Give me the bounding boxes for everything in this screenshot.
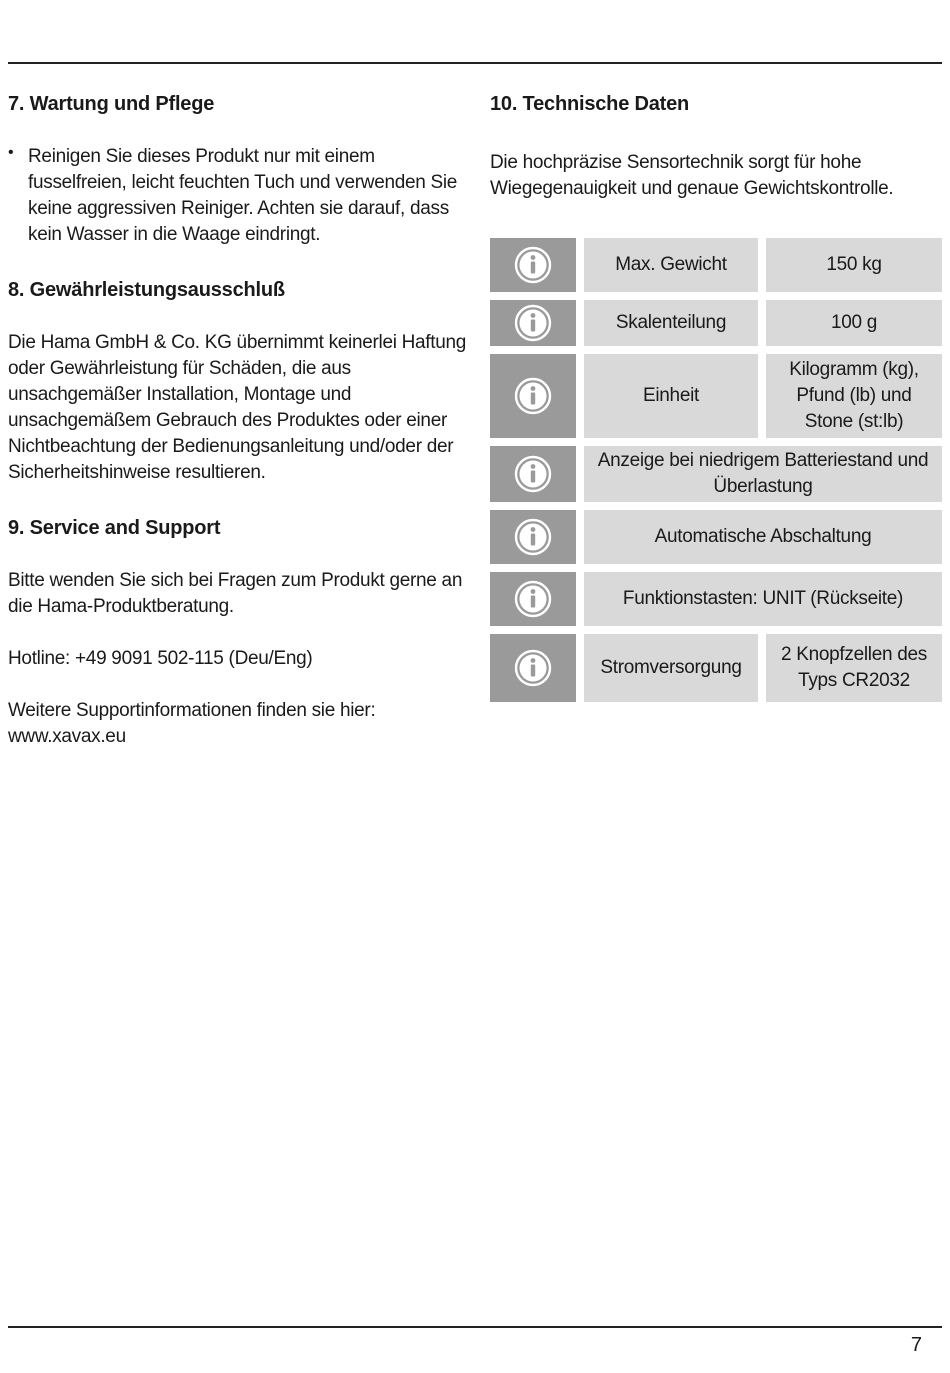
bullet-symbol: •: [8, 144, 14, 161]
info-icon: [513, 245, 553, 285]
section-8-title: 8. Gewährleistungsausschluß: [8, 279, 285, 301]
info-icon-cell: [490, 238, 576, 292]
section-7-title: 7. Wartung und Pflege: [8, 93, 215, 115]
spec-value: 150 kg: [766, 238, 942, 292]
info-icon-cell: [490, 572, 576, 626]
spec-value: Anzeige bei niedrigem Batteriestand und Überlastung: [584, 446, 942, 502]
spec-value: 100 g: [766, 300, 942, 346]
info-icon: [513, 648, 553, 688]
support-info-text: Weitere Supportinformationen finden sie hier:: [8, 700, 376, 721]
section-8-text: Die Hama GmbH & Co. KG übernimmt keinerlei Haftung oder Gewährleistung für Schäden, die aus unsachgemäßer Installation, Montage und unsachgemäßem Gebrauch des Produktes oder einer Nichtbeachtung der Bedienungsanleitung und/oder der Sicherheitshinweise resultieren.: [8, 332, 467, 483]
top-rule: [8, 62, 942, 64]
info-icon-cell: [490, 634, 576, 702]
table-row: [490, 510, 942, 564]
table-row: [490, 238, 942, 292]
table-row: [490, 446, 942, 502]
table-row: [490, 572, 942, 626]
table-row: [490, 354, 942, 438]
info-icon: [513, 376, 553, 416]
info-icon: [513, 517, 553, 557]
section-7-text: Reinigen Sie dieses Produkt nur mit einem fusselfreien, leicht feuchten Tuch und verwenden Sie keine aggressiven Reiniger. Achten sie darauf, dass kein Wasser in die Waage eindringt.: [28, 146, 458, 245]
info-icon: [513, 579, 553, 619]
section-9-text: Bitte wenden Sie sich bei Fragen zum Produkt gerne an die Hama-Produktberatung.: [8, 570, 463, 617]
section-10-title: 10. Technische Daten: [490, 93, 690, 115]
section-9-title: 9. Service and Support: [8, 517, 221, 539]
right-column: [490, 88, 942, 702]
table-row: [490, 300, 942, 346]
spec-value: Kilogramm (kg), Pfund (lb) und Stone (st:lb): [766, 354, 942, 438]
spec-value: 2 Knopfzellen des Typs CR2032: [766, 634, 942, 702]
spec-value: Funktionstasten: UNIT (Rückseite): [584, 572, 942, 626]
spec-label: Skalenteilung: [584, 300, 758, 346]
bottom-rule: [8, 1326, 942, 1328]
info-icon-cell: [490, 446, 576, 502]
left-column: [8, 88, 468, 750]
spec-label: Stromversorgung: [584, 634, 758, 702]
spec-value: Automatische Abschaltung: [584, 510, 942, 564]
info-icon-cell: [490, 354, 576, 438]
hotline-text: Hotline: +49 9091 502-115 (Deu/Eng): [8, 648, 313, 669]
support-url[interactable]: www.xavax.eu: [8, 726, 126, 747]
table-row: [490, 634, 942, 702]
info-icon-cell: [490, 300, 576, 346]
spec-label: Max. Gewicht: [584, 238, 758, 292]
list-item: [8, 144, 468, 248]
spec-table: [490, 238, 942, 702]
info-icon-cell: [490, 510, 576, 564]
section-10-intro: Die hochpräzise Sensortechnik sorgt für hohe Wiegegenauigkeit und genaue Gewichtskontrolle.: [490, 152, 894, 199]
info-icon: [513, 303, 553, 343]
spec-label: Einheit: [584, 354, 758, 438]
info-icon: [513, 454, 553, 494]
page-number: 7: [910, 1334, 922, 1356]
